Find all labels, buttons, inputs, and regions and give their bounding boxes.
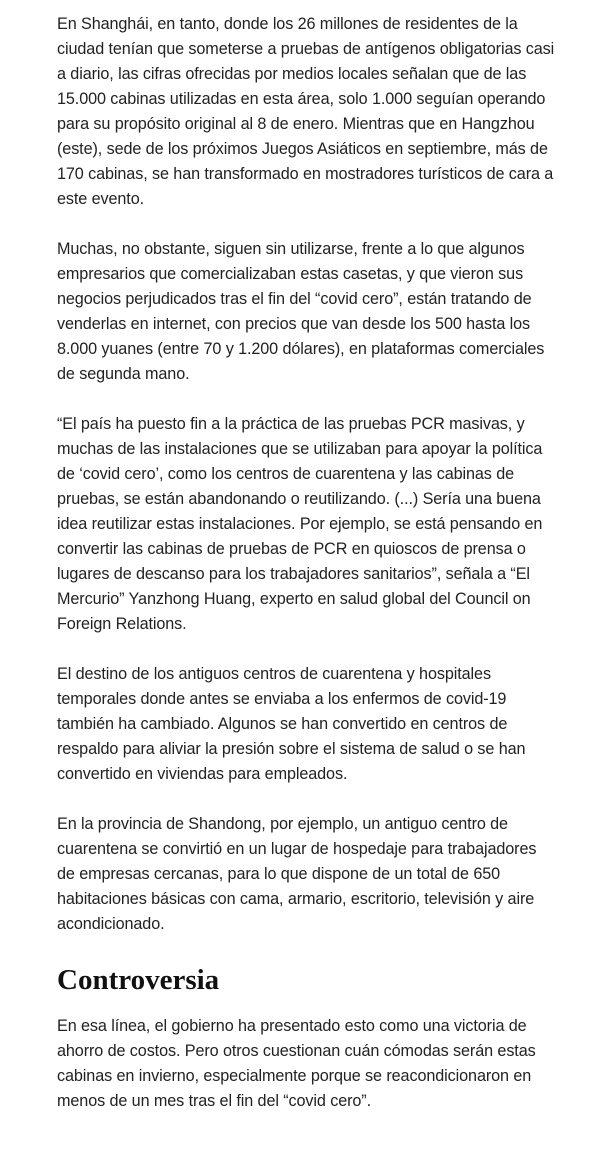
paragraph-cost-savings: En esa línea, el gobierno ha presentado esto como una victoria de ahorro de costos. Pero otros cuestionan cuán cómodas serán estas cabinas en invierno, especialmente porque se reacondicionaron en menos de un mes tras el fin del “covid cero”.: [57, 1017, 536, 1110]
paragraph-quarantine-centers: El destino de los antiguos centros de cuarentena y hospitales temporales donde antes se enviaba a los enfermos de covid-19 también ha cambiado. Algunos se han convertido en centros de respaldo para aliviar la presión sobre el sistema de salud o se han convertido en viviendas para empleados.: [57, 665, 526, 783]
paragraph-huang-quote: “El país ha puesto fin a la práctica de las pruebas PCR masivas, y muchas de las instalaciones que se utilizaban para apoyar la política de ‘covid cero’, como los centros de cuarentena y las cabinas de pruebas, se están abandonando o reutilizando. (...) Sería una buena idea reutilizar estas instalaciones. Por ejemplo, se está pensando en convertir las cabinas de pruebas de PCR en quioscos de prensa o lugares de descanso para los trabajadores sanitarios”, señala a “El Mercurio” Yanzhong Huang, experto en salud global del Council on Foreign Relations.: [57, 415, 543, 633]
article-body: [57, 12, 557, 1139]
section-heading: Controversia: [57, 964, 220, 996]
paragraph-shanghai: En Shanghái, en tanto, donde los 26 millones de residentes de la ciudad tenían que someterse a pruebas de antígenos obligatorias casi a diario, las cifras ofrecidas por medios locales señalan que de las 15.000 cabinas utilizadas en esta área, solo 1.000 seguían operando para su propósito original al 8 de enero. Mientras que en Hangzhou (este), sede de los próximos Juegos Asiáticos en septiembre, más de 170 cabinas, se han transformado en mostradores turísticos de cara a este evento.: [57, 15, 555, 208]
paragraph-unused-booths: Muchas, no obstante, siguen sin utilizarse, frente a lo que algunos empresarios que comercializaban estas casetas, y que vieron sus negocios perjudicados tras el fin del “covid cero”, están tratando de venderlas en internet, con precios que van desde los 500 hasta los 8.000 yuanes (entre 70 y 1.200 dólares), en plataformas comerciales de segunda mano.: [57, 240, 545, 383]
paragraph-shandong: En la provincia de Shandong, por ejemplo, un antiguo centro de cuarentena se convirtió en un lugar de hospedaje para trabajadores de empresas cercanas, para lo que dispone de un total de 650 habitaciones básicas con cama, armario, escritorio, televisión y aire acondicionado.: [57, 815, 537, 933]
